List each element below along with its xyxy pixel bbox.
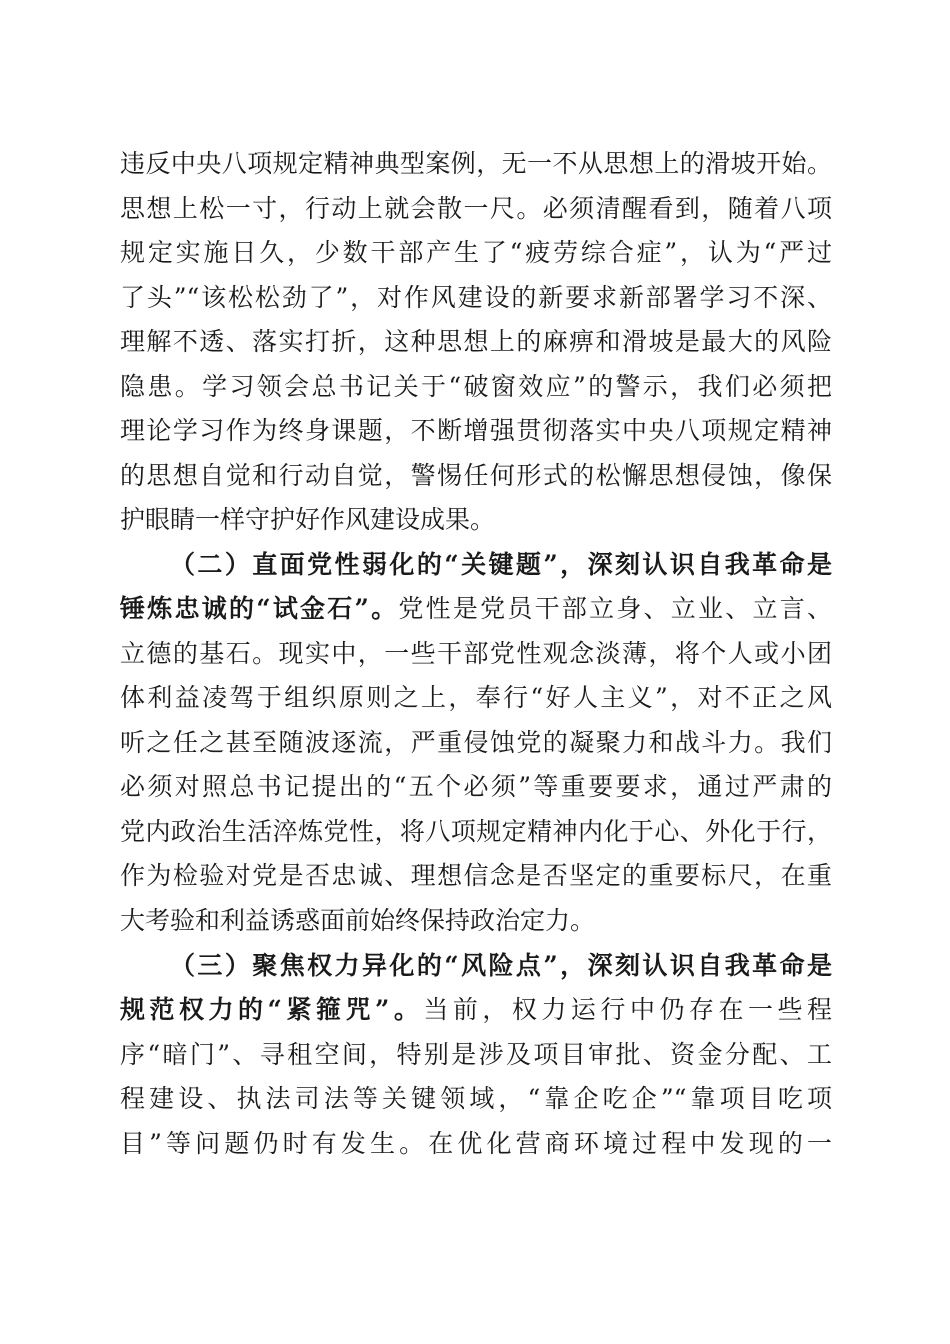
- paragraph-line: 规定实施日久，少数干部产生了“疲劳综合症”，认为“严过: [120, 238, 832, 267]
- paragraph-line: 的思想自觉和行动自觉，警惕任何形式的松懈思想侵蚀，像保: [120, 461, 832, 490]
- paragraph-line: 立德的基石。现实中，一些干部党性观念淡薄，将个人或小团: [120, 639, 832, 668]
- section-heading: （三）聚焦权力异化的“风险点”，深刻认识自我革命是: [170, 951, 832, 980]
- paragraph-line: 序“暗门”、寻租空间，特别是涉及项目审批、资金分配、工: [120, 1040, 832, 1069]
- section-heading-bold: 规范权力的“紧箍咒”。: [120, 995, 424, 1024]
- paragraph-line: 必须对照总书记提出的“五个必须”等重要要求，通过严肃的: [120, 772, 832, 801]
- paragraph-line: 体利益凌驾于组织原则之上，奉行“好人主义”，对不正之风: [120, 683, 832, 712]
- paragraph-line: 大考验和利益诱惑面前始终保持政治定力。: [120, 906, 596, 935]
- section-heading: （二）直面党性弱化的“关键题”，深刻认识自我革命是: [170, 550, 832, 579]
- paragraph-text: 当前，权力运行中仍存在一些程: [423, 995, 832, 1024]
- paragraph-line: 隐患。学习领会总书记关于“破窗效应”的警示，我们必须把: [120, 372, 832, 401]
- paragraph-line: 了头”“该松松劲了”，对作风建设的新要求新部署学习不深、: [120, 283, 832, 312]
- paragraph-line: 目”等问题仍时有发生。在优化营商环境过程中发现的一: [120, 1129, 832, 1158]
- paragraph-line: 思想上松一寸，行动上就会散一尺。必须清醒看到，随着八项: [120, 194, 832, 223]
- paragraph-line: 听之任之甚至随波逐流，严重侵蚀党的凝聚力和战斗力。我们: [120, 728, 832, 757]
- paragraph-line: 党内政治生活淬炼党性，将八项规定精神内化于心、外化于行，: [120, 817, 832, 846]
- paragraph-text: 党性是党员干部立身、立业、立言、: [398, 594, 832, 623]
- paragraph-line: 理论学习作为终身课题，不断增强贯彻落实中央八项规定精神: [120, 416, 832, 445]
- paragraph-line: 作为检验对党是否忠诚、理想信念是否坚定的重要标尺，在重: [120, 861, 832, 890]
- paragraph-line: 程建设、执法司法等关键领域，“靠企吃企”“靠项目吃项: [120, 1084, 832, 1113]
- paragraph-line: 违反中央八项规定精神典型案例，无一不从思想上的滑坡开始。: [120, 149, 832, 178]
- section-heading-bold: 锤炼忠诚的“试金石”。: [120, 594, 399, 623]
- section-heading-continuation: [120, 589, 832, 629]
- section-heading-continuation: [120, 990, 832, 1030]
- paragraph-line: 护眼睛一样守护好作风建设成果。: [120, 505, 496, 534]
- paragraph-line: 理解不透、落实打折，这种思想上的麻痹和滑坡是最大的风险: [120, 327, 832, 356]
